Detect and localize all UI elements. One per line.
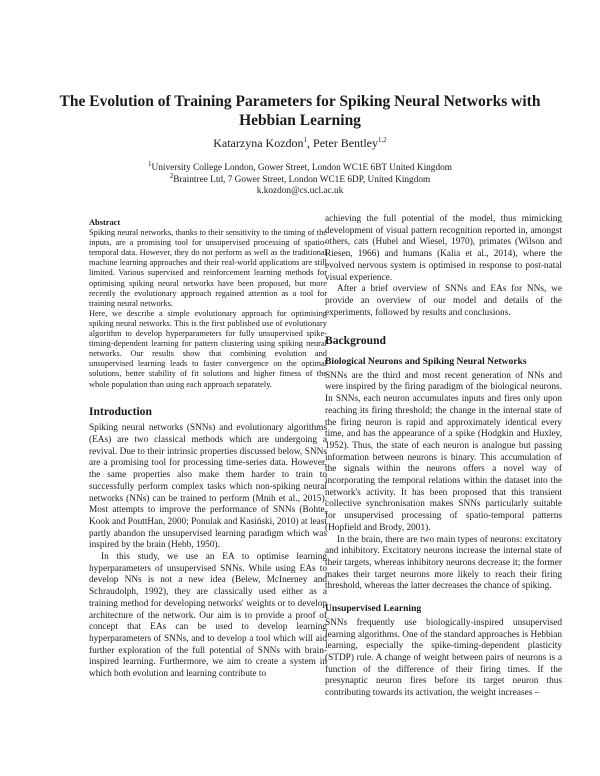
- author-name: Katarzyna Kozdon: [213, 136, 304, 150]
- background-paragraph: In the brain, there are two main types of neurons: excitatory and inhibitory. Excitatory neurons increase the internal state of their targets, whereas inhibitory neurons decrease it; the former makes their target neurons more likely to reach their firing threshold, whereas the latter decreases the chance of spiking.: [325, 534, 562, 592]
- left-column: [89, 218, 327, 681]
- author-affiliation-marker: 1: [303, 136, 308, 144]
- introduction-paragraph: Spiking neural networks (SNNs) and evolutionary algorithms (EAs) are two classical methods which are undergoing a revival. Due to their intrinsic properties discussed below, SNNs are a promising tool for processing time-series data. However, the same properties also make them harder to train to successfully perform complex tasks which non-spiking neural networks (NNs) can be trained to perform (Mnih et al., 2015). Most attempts to improve the performance of SNNs (Bohte, Kook and PouttHan, 2000; Ponulak and Kasiński, 2010) at least partly abandon the unsupervised learning paradigm which was inspired by the brain (Hebb, 1950).: [89, 423, 327, 551]
- contact-email: k.kozdon@cs.ucl.ac.uk: [256, 186, 344, 197]
- abstract-paragraph: Here, we describe a simple evolutionary approach for optimising spiking neural networks. This is the first published use of evolutionary algorithm to develop hyperparameters for fully unsupervised spike-timing-dependent learning for pattern clustering using spiking neural networks. Our results show that combining evolution and unsupervised learning leads to faster convergence on the optimal solutions, better stability of fit solutions and higher fitness of the whole population than using each approach separately.: [89, 308, 327, 389]
- affiliation-text: Braintree Ltd, 7 Gower Street, London WC1E 6DP, United Kingdom: [173, 174, 431, 185]
- abstract-paragraph: Spiking neural networks, thanks to their sensitivity to the timing of the inputs, are a promising tool for unsupervised processing of spatio-temporal data. However, they do not perform as well as the traditional machine learning approaches and their real-world applications are still limited. Various supervised and reinforcement learning methods for optimising spiking neural networks have been proposed, but more recently the evolutionary approach regained attention as a tool for training neural networks.: [89, 228, 327, 308]
- affiliation-text: University College London, Gower Street, London WC1E 6BT United Kingdom: [151, 163, 452, 173]
- introduction-continued-paragraph: After a brief overview of SNNs and EAs for NNs, we provide an overview of our model and details of the experiments, followed by results and conclusions.: [325, 284, 562, 318]
- affiliation-marker: 2: [169, 171, 174, 180]
- abstract: [89, 218, 327, 390]
- subsection-heading: Unsupervised Learning: [325, 603, 422, 615]
- introduction-heading: Introduction: [89, 404, 152, 418]
- background-heading: Background: [325, 334, 386, 348]
- affiliations: [0, 159, 600, 198]
- affiliation-line: [0, 171, 600, 187]
- author-list: [0, 136, 600, 151]
- author-separator: ,: [307, 136, 314, 150]
- affiliation-marker: 1: [148, 159, 152, 168]
- background-paragraph: SNNs are the third and most recent generation of NNs and were inspired by the firing paradigm of the biological neurons. In SNNs, each neuron accumulates inputs and fires only upon reaching its firing threshold; the change in the internal state of the firing neuron is rapid and approximately identical every time, and has the appearance of a spike (Hodgkin and Huxley, 1952). Thus, the state of each neuron is analogue but passing information between neurons is binary. This accumulation of the signals within the neurons offers a novel way of incorporating the temporal relations within the dataset into the network's activity. It has been proposed that this transient collective synchronisation makes SNNs particularly suitable for unsupervised processing of spatio-temporal patterns (Hopfield and Brody, 2001).: [325, 370, 562, 533]
- abstract-heading: Abstract: [89, 218, 121, 227]
- right-column: [325, 214, 562, 700]
- introduction-paragraph: In this study, we use an EA to optimise learning hyperparameters of unsupervised SNNs. While using EAs to develop NNs is not a new idea (Belew, McInerney and Schraudolph, 1992), they are classically used either as a training method for developing networks' weights or to develop architecture of the network. Our aim is to provide a proof of concept that EAs can be used to develop learning hyperparameters of SNNs, and to develop a tool which will aid further exploration of the full potential of SNNs with brain-inspired learning. Furthermore, we aim to create a system in which both evolution and learning contribute to: [89, 552, 327, 680]
- introduction-continued-paragraph: achieving the full potential of the model, thus mimicking development of visual pattern recognition reported in, amongst others, cats (Hubel and Wiesel, 1970), primates (Wilson and Riesen, 1966) and humans (Kalia et al., 2014), where the evolved nervous system is optimised in response to post-natal visual experience.: [325, 214, 562, 283]
- subsection-heading: Biological Neurons and Spiking Neural Networks: [325, 356, 527, 368]
- background-paragraph: SNNs frequently use biologically-inspired unsupervised learning algorithms. One of the standard approaches is Hebbian learning, especially the spike-timing-dependent plasticity (STDP) rule. A change of weight between pairs of neurons is a function of the difference of their firing times. If the presynaptic neuron fires before its target neuron thus contributing towards its activation, the weight increases –: [325, 617, 562, 699]
- author-name: Peter Bentley: [313, 136, 379, 150]
- affiliation-line: [0, 159, 600, 175]
- paper-title: The Evolution of Training Parameters for Spiking Neural Networks with Hebbian Learning: [59, 93, 541, 129]
- author-affiliation-marker: 1,2: [378, 136, 387, 144]
